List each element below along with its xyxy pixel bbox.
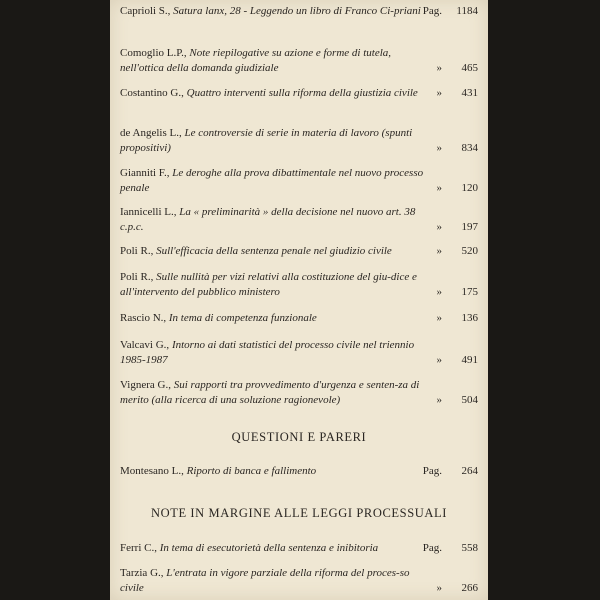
entry-author: Vignera G., — [120, 379, 171, 391]
page-number: 1184 — [456, 5, 478, 17]
entry-title: Note riepilogative su azione e forme di tutela, nell'ottica della domanda giudiziale — [120, 47, 392, 74]
page-number: 520 — [461, 245, 478, 257]
page-number: 266 — [461, 582, 478, 594]
page-number: 491 — [461, 354, 478, 366]
index-entry-valcavi — [120, 338, 478, 368]
entry-title: Sull'efficacia della sentenza penale nel giudizio civile — [156, 245, 392, 257]
index-entry-iannicelli — [120, 205, 478, 235]
entry-title: L'entrata in vigore parziale della riforma del proces-so civile — [120, 567, 410, 594]
page-prefix: » — [436, 221, 442, 233]
entry-author: Rascio N., — [120, 312, 167, 324]
page-number: 136 — [461, 312, 478, 324]
index-entry-comoglio — [120, 46, 478, 76]
entry-author: Iannicelli L., — [120, 206, 177, 218]
entry-author: Poli R., — [120, 245, 154, 257]
entry-title: Sui rapporti tra provvedimento d'urgenza e senten-za di merito (alla ricerca di una soluzione ragionevole) — [120, 379, 420, 406]
index-entry-rascio — [120, 311, 478, 326]
page-prefix: » — [436, 87, 442, 99]
entry-title: Le deroghe alla prova dibattimentale nel nuovo processo penale — [120, 167, 424, 194]
page-number: 834 — [461, 142, 478, 154]
index-page — [110, 0, 488, 600]
page-number: 264 — [461, 465, 478, 477]
entry-author: Tarzia G., — [120, 567, 164, 579]
entry-author: Gianniti F., — [120, 167, 170, 179]
entry-author: Montesano L., — [120, 465, 184, 477]
section-heading-note-in-margine: NOTE IN MARGINE ALLE LEGGI PROCESSUALI — [150, 506, 448, 520]
page-number: 465 — [461, 62, 478, 74]
page-prefix: » — [436, 142, 442, 154]
page-prefix: » — [436, 582, 442, 594]
page-number: 197 — [461, 221, 478, 233]
index-entry-vignera — [120, 378, 478, 408]
entry-title: In tema di esecutorietà della sentenza e inibitoria — [159, 542, 379, 554]
entry-author: Valcavi G., — [120, 339, 170, 351]
page-prefix: Pag. — [422, 542, 442, 554]
entry-author: Comoglio L.P., — [120, 47, 187, 59]
index-entry-caprioli — [120, 4, 478, 19]
page-prefix: » — [436, 182, 442, 194]
entry-title: Intorno ai dati statistici del processo civile nel triennio 1985-1987 — [120, 339, 415, 366]
entry-author: Caprioli S., — [120, 5, 171, 17]
page-number: 504 — [461, 394, 478, 406]
index-entry-ferri — [120, 541, 478, 556]
page-number: 558 — [461, 542, 478, 554]
entry-author: de Angelis L., — [120, 127, 182, 139]
page-prefix: Pag. — [422, 5, 442, 17]
index-entry-de-angelis — [120, 126, 478, 156]
index-entry-costantino — [120, 86, 478, 101]
index-entry-montesano — [120, 464, 478, 479]
page-number: 175 — [461, 286, 478, 298]
index-entry-poli-1 — [120, 244, 478, 259]
page-prefix: Pag. — [422, 465, 442, 477]
entry-author: Costantino G., — [120, 87, 184, 99]
page-number: 120 — [461, 182, 478, 194]
entry-author: Ferri C., — [120, 542, 157, 554]
entry-title: Satura lanx, 28 - Leggendo un libro di Franco Ci-priani — [173, 5, 421, 17]
index-entry-gianniti — [120, 166, 478, 196]
page-prefix: » — [436, 312, 442, 324]
entry-title: Quattro interventi sulla riforma della giustizia civile — [186, 87, 418, 99]
page-prefix: » — [436, 354, 442, 366]
page-prefix: » — [436, 245, 442, 257]
entry-title: La « preliminarità » della decisione nel nuovo art. 38 c.p.c. — [120, 206, 416, 233]
page-number: 431 — [461, 87, 478, 99]
entry-author: Poli R., — [120, 271, 154, 283]
entry-title: Riporto di banca e fallimento — [186, 465, 317, 477]
page-prefix: » — [436, 62, 442, 74]
page-prefix: » — [436, 286, 442, 298]
page-prefix: » — [436, 394, 442, 406]
entry-title: Sulle nullità per vizi relativi alla costituzione del giu-dice e all'intervento del pubblico ministero — [120, 271, 417, 298]
section-heading-questioni-e-pareri: QUESTIONI E PARERI — [231, 430, 367, 444]
index-entry-tarzia — [120, 566, 478, 596]
entry-title: In tema di competenza funzionale — [168, 312, 317, 324]
index-entry-poli-2 — [120, 270, 478, 300]
entry-title: Le controversie di serie in materia di lavoro (spunti propositivi) — [120, 127, 413, 154]
